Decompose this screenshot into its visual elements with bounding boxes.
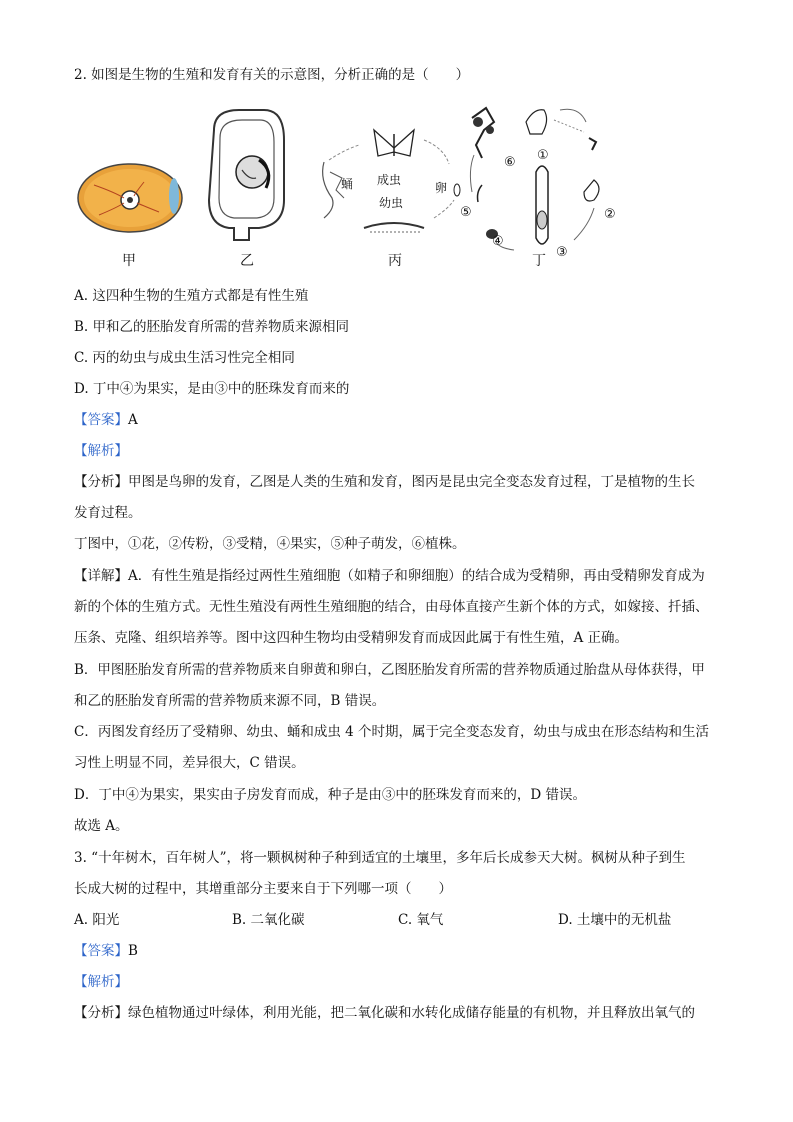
q3-stem-1: 3. “十年树木，百年树人”，将一颗枫树种子种到适宜的土壤里，多年后长成参天大树。枫树从种子到生 xyxy=(74,850,686,866)
answer-tag: 【答案】 xyxy=(74,412,128,428)
label-3: ③ xyxy=(556,245,568,260)
label-5: ⑤ xyxy=(460,205,472,220)
label-6: ⑥ xyxy=(504,155,516,170)
q2-option-b: B. 甲和乙的胚胎发育所需的营养物质来源相同 xyxy=(74,319,350,335)
answer-value: B xyxy=(128,943,138,959)
plant-cycle-figure xyxy=(460,108,616,260)
q2-answer xyxy=(74,411,138,429)
fenxi-tag: 【分析】 xyxy=(74,1005,128,1021)
fig-label-bing: 丙 xyxy=(388,253,402,269)
q3-option-a: A. 阳光 xyxy=(74,912,120,928)
label-egg: 卵 xyxy=(435,181,448,195)
q2-xiangjie-2: 新的个体的生殖方式。无性生殖没有两性生殖细胞的结合，由母体直接产生新个体的方式，如嫁接、扦插、 xyxy=(74,599,709,615)
label-adult: 成虫 xyxy=(377,173,402,187)
q2-stem: 2. 如图是生物的生殖和发育有关的示意图，分析正确的是（ ） xyxy=(74,67,470,83)
q2-b-1: B．甲图胚胎发育所需的营养物质来自卵黄和卵白，乙图胚胎发育所需的营养物质通过胎盘从母体获得，甲 xyxy=(74,662,705,678)
q3-analysis-tag: 【解析】 xyxy=(74,974,128,990)
fenxi-text: 甲图是鸟卵的发育，乙图是人类的生殖和发育，图丙是昆虫完全变态发育过程，丁是植物的生长 xyxy=(128,474,695,490)
q2-c-2: 习性上明显不同，差异很大，C 错误。 xyxy=(74,755,305,771)
q2-analysis-tag: 【解析】 xyxy=(74,443,128,459)
label-larva: 幼虫 xyxy=(379,196,404,210)
fig-label-yi: 乙 xyxy=(240,253,254,269)
q2-figure xyxy=(74,100,616,270)
q3-option-c: C. 氧气 xyxy=(398,912,444,928)
label-2: ② xyxy=(604,207,616,222)
bird-egg-figure xyxy=(78,164,182,232)
q2-conclusion: 故选 A。 xyxy=(74,818,129,834)
q2-fenxi-1 xyxy=(74,473,695,491)
label-pupa: 蛹 xyxy=(341,177,354,191)
fenxi-text: 绿色植物通过叶绿体，利用光能，把二氧化碳和水转化成储存能量的有机物，并且释放出氧气的 xyxy=(128,1005,695,1021)
q2-fenxi-3: 丁图中，①花，②传粉，③受精，④果实，⑤种子萌发，⑥植株。 xyxy=(74,536,466,552)
label-4: ④ xyxy=(492,234,504,249)
q2-option-a: A. 这四种生物的生殖方式都是有性生殖 xyxy=(74,288,309,304)
q3-stem-2: 长成大树的过程中，其增重部分主要来自于下列哪一项（ ） xyxy=(74,881,452,897)
q3-answer xyxy=(74,942,138,960)
fig-label-ding: 丁 xyxy=(532,253,546,269)
q2-option-d: D. 丁中④为果实，是由③中的胚珠发育而来的 xyxy=(74,381,350,397)
q2-option-c: C. 丙的幼虫与成虫生活习性完全相同 xyxy=(74,350,295,366)
q2-xiangjie-1 xyxy=(74,567,705,585)
q3-option-b: B. 二氧化碳 xyxy=(232,912,305,928)
xiangjie-tag: 【详解】 xyxy=(74,568,128,584)
answer-value: A xyxy=(128,412,138,428)
q2-xiangjie-3: 压条、克隆、组织培养等。图中这四种生物均由受精卵发育而成因此属于有性生殖，A 正确。 xyxy=(74,630,629,646)
fenxi-tag: 【分析】 xyxy=(74,474,128,490)
q2-c-1: C．丙图发育经历了受精卵、幼虫、蛹和成虫 4 个时期，属于完全变态发育，幼虫与成虫在形态结构和生活 xyxy=(74,724,709,740)
label-1: ① xyxy=(537,148,549,163)
human-embryo-figure xyxy=(209,110,284,240)
q3-option-d: D. 土壤中的无机盐 xyxy=(558,912,672,928)
insect-cycle-figure xyxy=(323,130,460,232)
q3-fenxi-1 xyxy=(74,1004,695,1022)
fig-label-jia: 甲 xyxy=(122,253,136,269)
q2-fenxi-2: 发育过程。 xyxy=(74,505,142,521)
q2-b-2: 和乙的胚胎发育所需的营养物质来源不同，B 错误。 xyxy=(74,693,386,709)
q2-d-1: D．丁中④为果实，果实由子房发育而成，种子是由③中的胚珠发育而来的，D 错误。 xyxy=(74,787,586,803)
answer-tag: 【答案】 xyxy=(74,943,128,959)
xiangjie-text: A．有性生殖是指经过两性生殖细胞（如精子和卵细胞）的结合成为受精卵，再由受精卵发育成为 xyxy=(128,568,705,584)
